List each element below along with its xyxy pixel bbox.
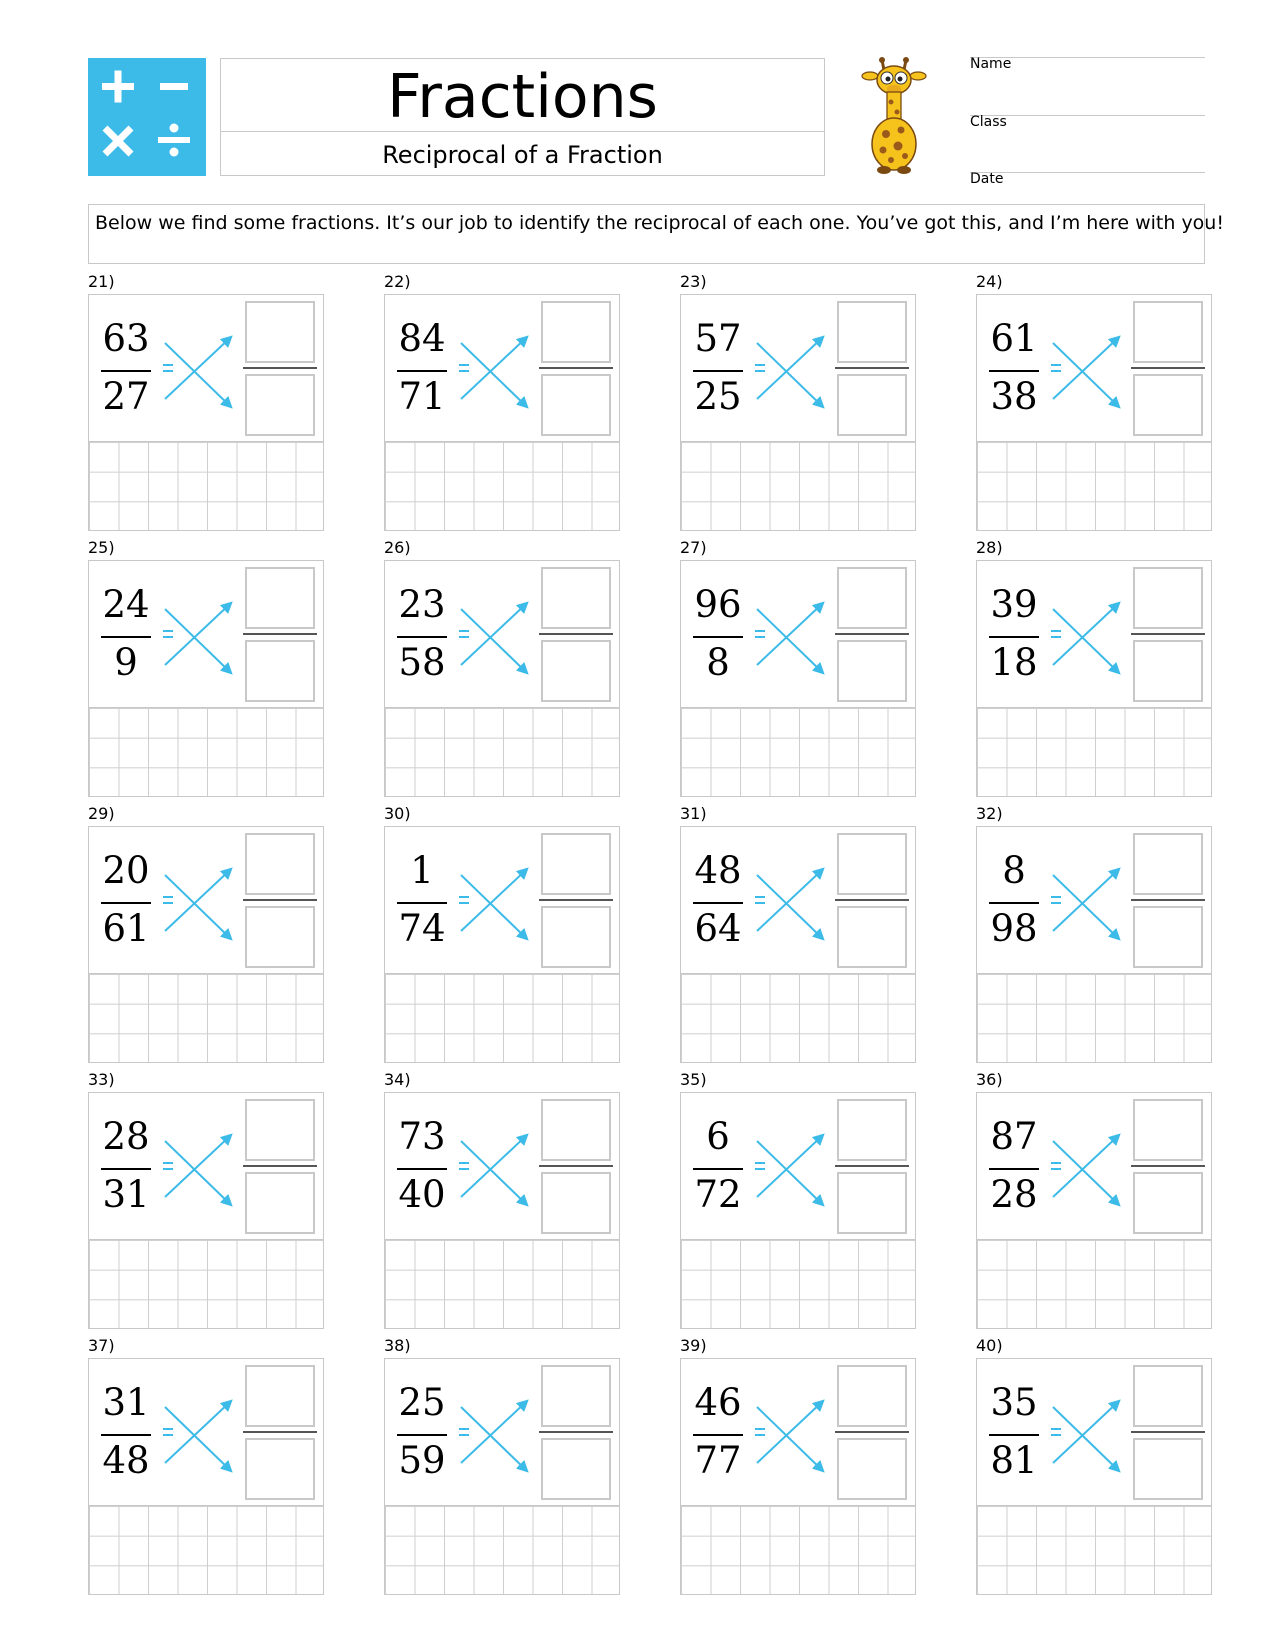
problem-box (384, 560, 620, 708)
answer-fraction-bar (243, 899, 317, 901)
answer-fraction-bar (539, 633, 613, 635)
answer-denominator-box[interactable] (245, 374, 315, 436)
work-grid[interactable] (976, 1506, 1212, 1595)
answer-numerator-box[interactable] (541, 301, 611, 363)
problem-29 (88, 804, 324, 1066)
problem-25 (88, 538, 324, 800)
work-grid[interactable] (976, 442, 1212, 531)
numerator: 8 (1002, 849, 1026, 892)
denominator: 74 (398, 907, 446, 950)
work-grid[interactable] (384, 442, 620, 531)
problem-number: 25) (88, 538, 115, 557)
page-subtitle: Reciprocal of a Fraction (382, 141, 663, 169)
problem-number: 32) (976, 804, 1003, 823)
answer-fraction-bar (539, 367, 613, 369)
problem-number: 31) (680, 804, 707, 823)
problem-40 (976, 1336, 1212, 1598)
problem-box (384, 1358, 620, 1506)
problem-number: 38) (384, 1336, 411, 1355)
problem-box (384, 826, 620, 974)
work-grid[interactable] (384, 974, 620, 1063)
denominator: 27 (102, 375, 150, 418)
problem-number: 27) (680, 538, 707, 557)
answer-denominator-box[interactable] (245, 1438, 315, 1500)
problem-27 (680, 538, 916, 800)
answer-numerator-box[interactable] (245, 567, 315, 629)
instructions: Below we find some fractions. It’s our job to identify the reciprocal of each one. You’ve got this, and I’m here with you! (88, 204, 1205, 264)
answer-numerator-box[interactable] (1133, 833, 1203, 895)
work-grid[interactable] (384, 1240, 620, 1329)
denominator: 61 (102, 907, 150, 950)
work-grid[interactable] (976, 1240, 1212, 1329)
problem-box (88, 826, 324, 974)
denominator: 38 (990, 375, 1038, 418)
answer-denominator-box[interactable] (1133, 640, 1203, 702)
numerator: 6 (706, 1115, 730, 1158)
answer-numerator-box[interactable] (541, 1099, 611, 1161)
numerator: 84 (398, 317, 446, 360)
problem-23 (680, 272, 916, 534)
denominator: 77 (694, 1439, 742, 1482)
answer-denominator-box[interactable] (1133, 906, 1203, 968)
reciprocal-swap-arrows-icon (751, 863, 831, 943)
answer-fraction-bar (243, 633, 317, 635)
fraction-bar (101, 1168, 151, 1170)
problem-35 (680, 1070, 916, 1332)
denominator: 81 (990, 1439, 1038, 1482)
title-box (220, 58, 825, 176)
problem-box (88, 1358, 324, 1506)
problem-number: 21) (88, 272, 115, 291)
answer-denominator-box[interactable] (1133, 1438, 1203, 1500)
numerator: 35 (990, 1381, 1038, 1424)
problem-36 (976, 1070, 1212, 1332)
fraction-bar (397, 1168, 447, 1170)
numerator: 87 (990, 1115, 1038, 1158)
numerator: 1 (410, 849, 434, 892)
denominator: 48 (102, 1439, 150, 1482)
answer-numerator-box[interactable] (837, 833, 907, 895)
problem-box (680, 826, 916, 974)
numerator: 48 (694, 849, 742, 892)
answer-numerator-box[interactable] (245, 833, 315, 895)
problem-number: 36) (976, 1070, 1003, 1089)
problem-box (976, 826, 1212, 974)
denominator: 98 (990, 907, 1038, 950)
denominator: 40 (398, 1173, 446, 1216)
problem-box (976, 294, 1212, 442)
denominator: 25 (694, 375, 742, 418)
work-grid[interactable] (88, 1506, 324, 1595)
answer-fraction-bar (1131, 899, 1205, 901)
answer-fraction-bar (539, 1165, 613, 1167)
problem-28 (976, 538, 1212, 800)
answer-numerator-box[interactable] (245, 301, 315, 363)
reciprocal-swap-arrows-icon (455, 331, 535, 411)
fraction-bar (397, 902, 447, 904)
fraction-bar (397, 370, 447, 372)
numerator: 31 (102, 1381, 150, 1424)
answer-denominator-box[interactable] (541, 374, 611, 436)
work-grid[interactable] (88, 974, 324, 1063)
problem-number: 26) (384, 538, 411, 557)
fraction-bar (693, 902, 743, 904)
math-operators-logo (88, 58, 206, 176)
reciprocal-swap-arrows-icon (159, 863, 239, 943)
fraction-bar (101, 902, 151, 904)
answer-numerator-box[interactable] (245, 1099, 315, 1161)
problem-number: 33) (88, 1070, 115, 1089)
work-grid[interactable] (88, 1240, 324, 1329)
problem-box (88, 560, 324, 708)
answer-fraction-bar (1131, 367, 1205, 369)
problem-number: 37) (88, 1336, 115, 1355)
denominator: 58 (398, 641, 446, 684)
answer-numerator-box[interactable] (541, 833, 611, 895)
answer-fraction-bar (539, 899, 613, 901)
date-label: Date (970, 171, 1004, 187)
denominator: 9 (114, 641, 138, 684)
answer-denominator-box[interactable] (245, 906, 315, 968)
answer-numerator-box[interactable] (541, 567, 611, 629)
problem-37 (88, 1336, 324, 1598)
problem-24 (976, 272, 1212, 534)
work-grid[interactable] (384, 1506, 620, 1595)
answer-denominator-box[interactable] (541, 906, 611, 968)
fraction-bar (101, 370, 151, 372)
problem-box (976, 1358, 1212, 1506)
work-grid[interactable] (680, 1240, 916, 1329)
reciprocal-swap-arrows-icon (1047, 597, 1127, 677)
problem-number: 40) (976, 1336, 1003, 1355)
fraction-bar (693, 636, 743, 638)
problem-box (680, 294, 916, 442)
answer-denominator-box[interactable] (245, 1172, 315, 1234)
answer-denominator-box[interactable] (1133, 1172, 1203, 1234)
fraction-bar (693, 1434, 743, 1436)
work-grid[interactable] (680, 708, 916, 797)
problem-33 (88, 1070, 324, 1332)
problem-34 (384, 1070, 620, 1332)
problem-number: 28) (976, 538, 1003, 557)
answer-fraction-bar (243, 367, 317, 369)
work-grid[interactable] (384, 708, 620, 797)
problem-32 (976, 804, 1212, 1066)
work-grid[interactable] (976, 708, 1212, 797)
problem-box (976, 560, 1212, 708)
problem-box (88, 1092, 324, 1240)
problem-number: 35) (680, 1070, 707, 1089)
denominator: 72 (694, 1173, 742, 1216)
name-label: Name (970, 56, 1012, 72)
reciprocal-swap-arrows-icon (455, 1395, 535, 1475)
numerator: 28 (102, 1115, 150, 1158)
date-line[interactable] (970, 172, 1205, 173)
fraction-bar (989, 1168, 1039, 1170)
denominator: 28 (990, 1173, 1038, 1216)
numerator: 23 (398, 583, 446, 626)
reciprocal-swap-arrows-icon (751, 1129, 831, 1209)
page-title: Fractions (387, 62, 658, 132)
fraction-bar (989, 370, 1039, 372)
reciprocal-swap-arrows-icon (159, 1129, 239, 1209)
denominator: 64 (694, 907, 742, 950)
problem-box (384, 1092, 620, 1240)
numerator: 57 (694, 317, 742, 360)
problem-number: 29) (88, 804, 115, 823)
answer-fraction-bar (243, 1431, 317, 1433)
answer-denominator-box[interactable] (837, 1172, 907, 1234)
fraction-bar (397, 636, 447, 638)
numerator: 73 (398, 1115, 446, 1158)
numerator: 25 (398, 1381, 446, 1424)
numerator: 63 (102, 317, 150, 360)
fraction-bar (989, 1434, 1039, 1436)
answer-denominator-box[interactable] (245, 640, 315, 702)
answer-denominator-box[interactable] (541, 640, 611, 702)
answer-denominator-box[interactable] (1133, 374, 1203, 436)
reciprocal-swap-arrows-icon (455, 1129, 535, 1209)
work-grid[interactable] (88, 708, 324, 797)
work-grid[interactable] (680, 1506, 916, 1595)
numerator: 46 (694, 1381, 742, 1424)
problem-number: 39) (680, 1336, 707, 1355)
work-grid[interactable] (976, 974, 1212, 1063)
answer-fraction-bar (835, 899, 909, 901)
answer-fraction-bar (835, 1431, 909, 1433)
problem-30 (384, 804, 620, 1066)
reciprocal-swap-arrows-icon (159, 597, 239, 677)
answer-fraction-bar (1131, 1431, 1205, 1433)
numerator: 96 (694, 583, 742, 626)
problem-box (680, 560, 916, 708)
denominator: 71 (398, 375, 446, 418)
answer-denominator-box[interactable] (837, 374, 907, 436)
answer-numerator-box[interactable] (541, 1365, 611, 1427)
answer-fraction-bar (1131, 633, 1205, 635)
reciprocal-swap-arrows-icon (1047, 1395, 1127, 1475)
fraction-bar (397, 1434, 447, 1436)
reciprocal-swap-arrows-icon (159, 331, 239, 411)
fraction-bar (693, 1168, 743, 1170)
answer-denominator-box[interactable] (541, 1172, 611, 1234)
answer-numerator-box[interactable] (245, 1365, 315, 1427)
reciprocal-swap-arrows-icon (159, 1395, 239, 1475)
fraction-bar (693, 370, 743, 372)
work-grid[interactable] (88, 442, 324, 531)
problem-box (680, 1092, 916, 1240)
numerator: 39 (990, 583, 1038, 626)
answer-denominator-box[interactable] (837, 906, 907, 968)
problem-21 (88, 272, 324, 534)
reciprocal-swap-arrows-icon (1047, 331, 1127, 411)
problem-number: 22) (384, 272, 411, 291)
answer-numerator-box[interactable] (1133, 567, 1203, 629)
answer-fraction-bar (835, 633, 909, 635)
denominator: 59 (398, 1439, 446, 1482)
title-divider (221, 131, 824, 132)
fraction-bar (101, 636, 151, 638)
answer-fraction-bar (835, 367, 909, 369)
answer-numerator-box[interactable] (837, 1099, 907, 1161)
numerator: 20 (102, 849, 150, 892)
answer-denominator-box[interactable] (837, 640, 907, 702)
problem-box (680, 1358, 916, 1506)
answer-numerator-box[interactable] (1133, 301, 1203, 363)
math-operators-icon (88, 58, 206, 176)
answer-fraction-bar (835, 1165, 909, 1167)
giraffe-icon (858, 56, 930, 180)
problem-38 (384, 1336, 620, 1598)
numerator: 24 (102, 583, 150, 626)
reciprocal-swap-arrows-icon (751, 331, 831, 411)
problem-number: 34) (384, 1070, 411, 1089)
fraction-bar (989, 636, 1039, 638)
problem-number: 24) (976, 272, 1003, 291)
answer-numerator-box[interactable] (837, 1365, 907, 1427)
reciprocal-swap-arrows-icon (751, 1395, 831, 1475)
work-grid[interactable] (680, 442, 916, 531)
denominator: 8 (706, 641, 730, 684)
problem-box (384, 294, 620, 442)
numerator: 61 (990, 317, 1038, 360)
answer-denominator-box[interactable] (541, 1438, 611, 1500)
problem-31 (680, 804, 916, 1066)
fraction-bar (989, 902, 1039, 904)
problem-22 (384, 272, 620, 534)
problem-number: 30) (384, 804, 411, 823)
class-label: Class (970, 114, 1007, 130)
answer-fraction-bar (539, 1431, 613, 1433)
fraction-bar (101, 1434, 151, 1436)
work-grid[interactable] (680, 974, 916, 1063)
problem-26 (384, 538, 620, 800)
answer-fraction-bar (243, 1165, 317, 1167)
answer-numerator-box[interactable] (837, 301, 907, 363)
reciprocal-swap-arrows-icon (1047, 863, 1127, 943)
answer-numerator-box[interactable] (1133, 1365, 1203, 1427)
denominator: 31 (102, 1173, 150, 1216)
answer-numerator-box[interactable] (1133, 1099, 1203, 1161)
denominator: 18 (990, 641, 1038, 684)
problem-number: 23) (680, 272, 707, 291)
answer-denominator-box[interactable] (837, 1438, 907, 1500)
problem-39 (680, 1336, 916, 1598)
answer-numerator-box[interactable] (837, 567, 907, 629)
reciprocal-swap-arrows-icon (455, 863, 535, 943)
problem-box (88, 294, 324, 442)
problem-box (976, 1092, 1212, 1240)
reciprocal-swap-arrows-icon (455, 597, 535, 677)
reciprocal-swap-arrows-icon (1047, 1129, 1127, 1209)
reciprocal-swap-arrows-icon (751, 597, 831, 677)
answer-fraction-bar (1131, 1165, 1205, 1167)
